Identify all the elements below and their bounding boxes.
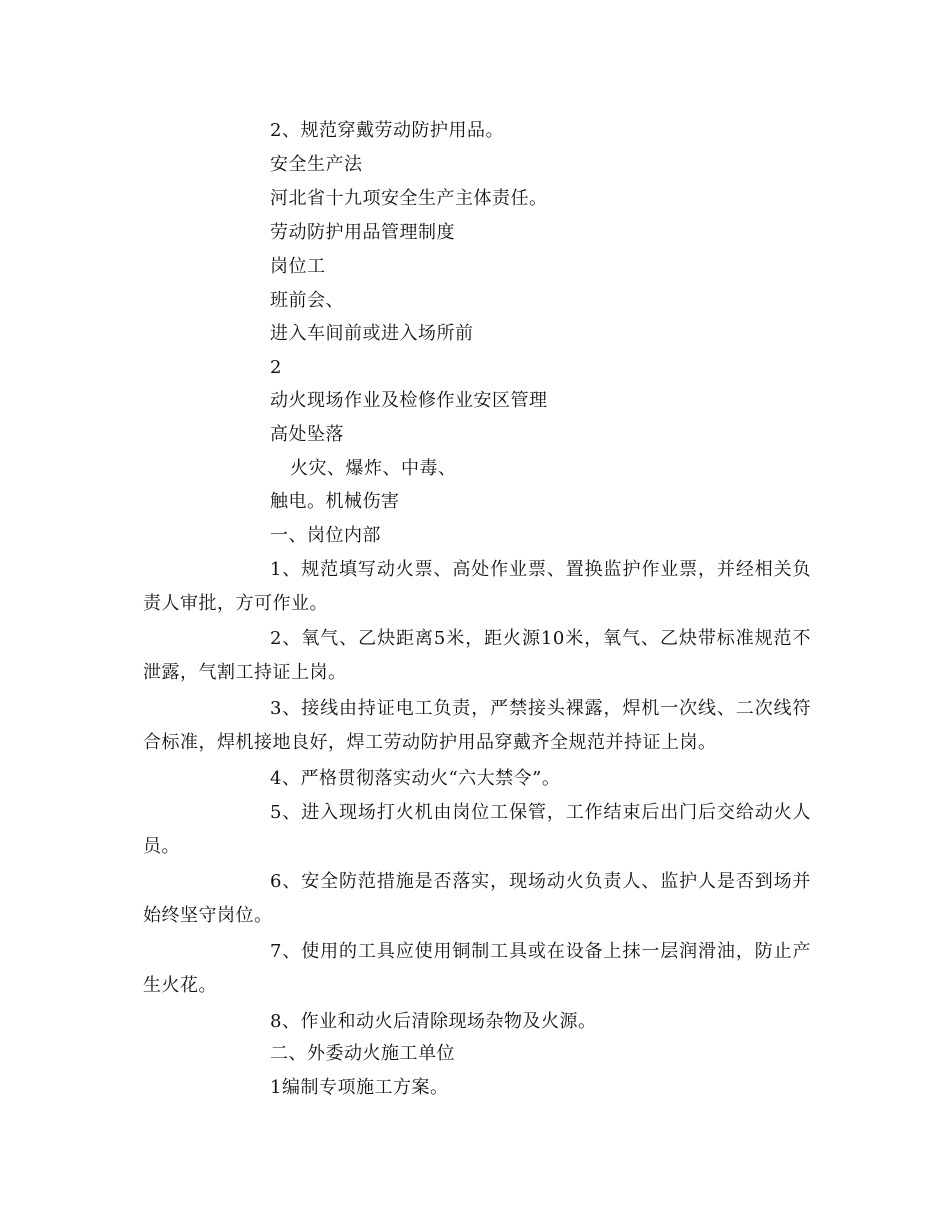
text-line-electric-shock: 触电。机械伤害 — [270, 491, 400, 512]
text-line-entering-workshop: 进入车间前或进入场所前 — [270, 323, 474, 344]
paragraph-item-1: 1、规范填写动火票、高处作业票、置换监护作业票，并经相关负责人审批，方可作业。 — [143, 559, 811, 614]
text-line-ppe: 2、规范穿戴劳动防护用品。 — [270, 120, 504, 141]
paragraph-item-2: 2、氧气、乙炔距离5米，距火源10米，氧气、乙炔带标准规范不泄露，气割工持证上岗。 — [143, 628, 811, 683]
paragraph-item-8: 8、作业和动火后清除现场杂物及火源。 — [270, 1011, 597, 1032]
text-line-safety-law: 安全生产法 — [270, 154, 363, 175]
text-line-falls: 高处坠落 — [270, 424, 344, 445]
text-line-shift-meeting: 班前会、 — [270, 290, 344, 311]
paragraph-item-4: 4、严格贯彻落实动火“六大禁令”。 — [270, 768, 561, 789]
text-line-ppe-system: 劳动防护用品管理制度 — [270, 222, 455, 243]
text-line-number: 2 — [270, 357, 282, 378]
text-line-post-worker: 岗位工 — [270, 256, 326, 277]
paragraph-item-5: 5、进入现场打火机由岗位工保管，工作结束后出门后交给动火人员。 — [143, 802, 811, 857]
text-line-fire-explosion: 火灾、爆炸、中毒、 — [290, 458, 457, 479]
text-line-hot-work-management: 动火现场作业及检修作业安区管理 — [270, 390, 548, 411]
paragraph-item-7: 7、使用的工具应使用铜制工具或在设备上抹一层润滑油，防止产生火花。 — [143, 941, 811, 996]
paragraph-item-6: 6、安全防范措施是否落实，现场动火负责人、监护人是否到场并始终坚守岗位。 — [143, 871, 811, 926]
text-line-hebei-responsibility: 河北省十九项安全生产主体责任。 — [270, 188, 548, 209]
section-heading-outsourced: 二、外委动火施工单位 — [270, 1043, 455, 1064]
section-heading-internal: 一、岗位内部 — [270, 525, 381, 546]
paragraph-item-3: 3、接线由持证电工负责，严禁接头裸露，焊机一次线、二次线符合标准，焊机接地良好，焊工劳动防护用品穿戴齐全规范并持证上岗。 — [143, 698, 811, 753]
text-line-construction-plan: 1编制专项施工方案。 — [270, 1077, 449, 1098]
